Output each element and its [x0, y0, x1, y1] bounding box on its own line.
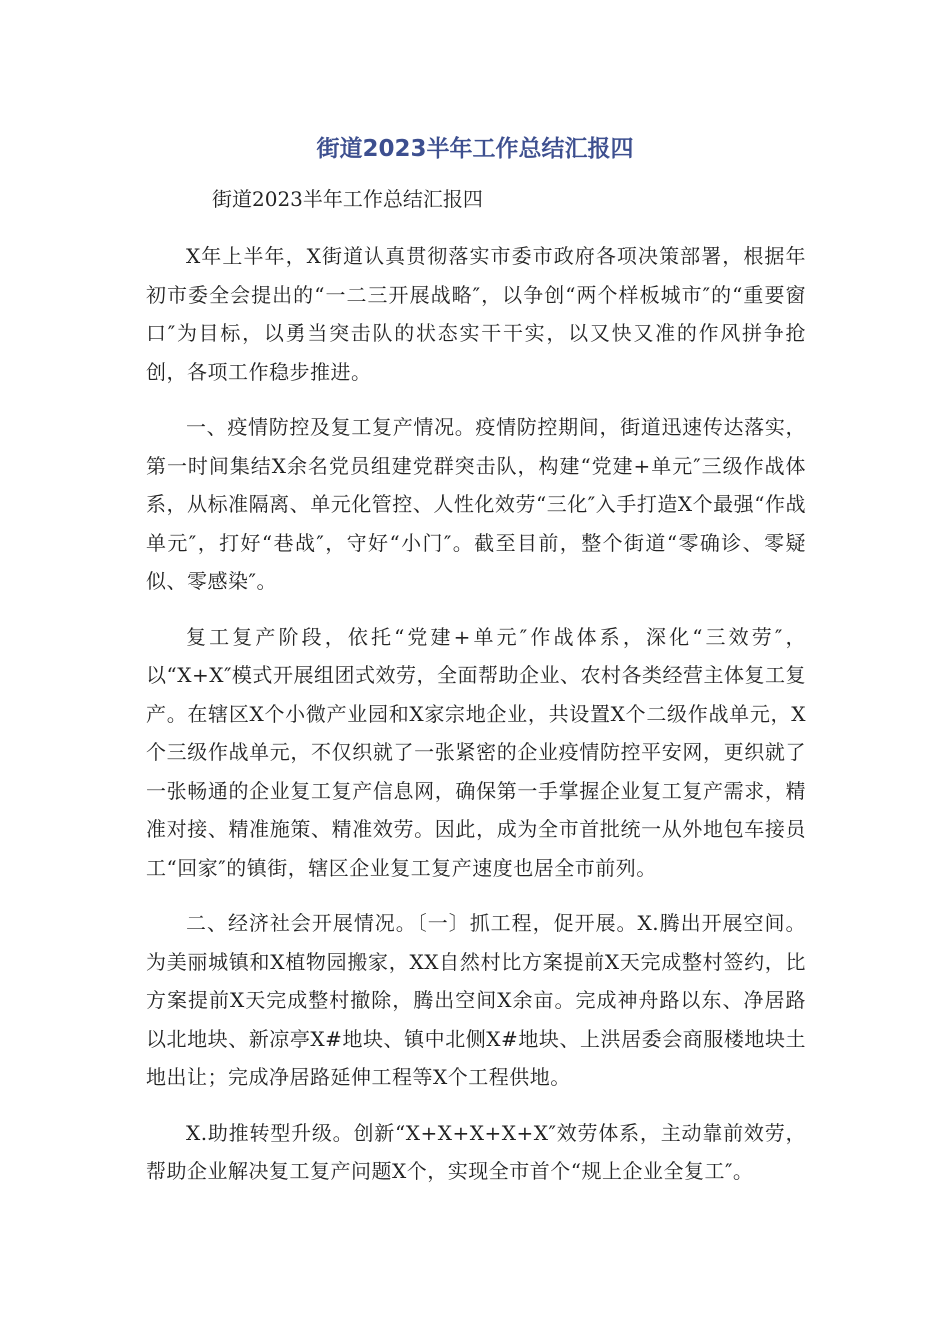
- paragraph-epidemic: 一、疫情防控及复工复产情况。疫情防控期间，街道迅速传达落实，第一时间集结X余名党员组建党群突击队，构建“党建+单元″三级作战体系，从标准隔离、单元化管控、人性化效劳“三化″入手打造X个最强“作战单元″，打好“巷战″，守好“小门″。截至目前，整个街道“零确诊、零疑似、零感染″。: [146, 415, 806, 593]
- paragraph-intro: X年上半年，X街道认真贯彻落实市委市政府各项决策部署，根据年初市委全会提出的“一二三开展战略″，以争创“两个样板城市″的“重要窗口″为目标，以勇当突击队的状态实干干实，以又快又准的作风拼争抢创，各项工作稳步推进。: [146, 244, 806, 384]
- document-body: [146, 237, 806, 1208]
- document-title: 街道2023半年工作总结汇报四: [316, 136, 634, 162]
- paragraph-resumption: 复工复产阶段，依托“党建+单元″作战体系，深化“三效劳″，以“X+X″模式开展组团式效劳，全面帮助企业、农村各类经营主体复工复产。在辖区X个小微产业园和X家宗地企业，共设置X个二级作战单元，X个三级作战单元，不仅织就了一张紧密的企业疫情防控平安网，更织就了一张畅通的企业复工复产信息网，确保第一手掌握企业复工复产需求，精准对接、精准施策、精准效劳。因此，成为全市首批统一从外地包车接员工“回家″的镇街，辖区企业复工复产速度也居全市前列。: [146, 624, 806, 880]
- document-subtitle: 街道2023半年工作总结汇报四: [212, 187, 483, 211]
- paragraph-economy: 二、经济社会开展情况。〔一〕抓工程，促开展。X.腾出开展空间。为美丽城镇和X植物园搬家，XX自然村比方案提前X天完成整村签约，比方案提前X天完成整村撤除，腾出空间X余亩。完成神舟路以东、净居路以北地块、新凉亭X#地块、镇中北侧X#地块、上洪居委会商服楼地块土地出让；完成净居路延伸工程等X个工程供地。: [146, 911, 806, 1089]
- paragraph-transformation: X.助推转型升级。创新“X+X+X+X+X″效劳体系，主动靠前效劳，帮助企业解决复工复产问题X个，实现全市首个“规上企业全复工″。: [146, 1120, 806, 1183]
